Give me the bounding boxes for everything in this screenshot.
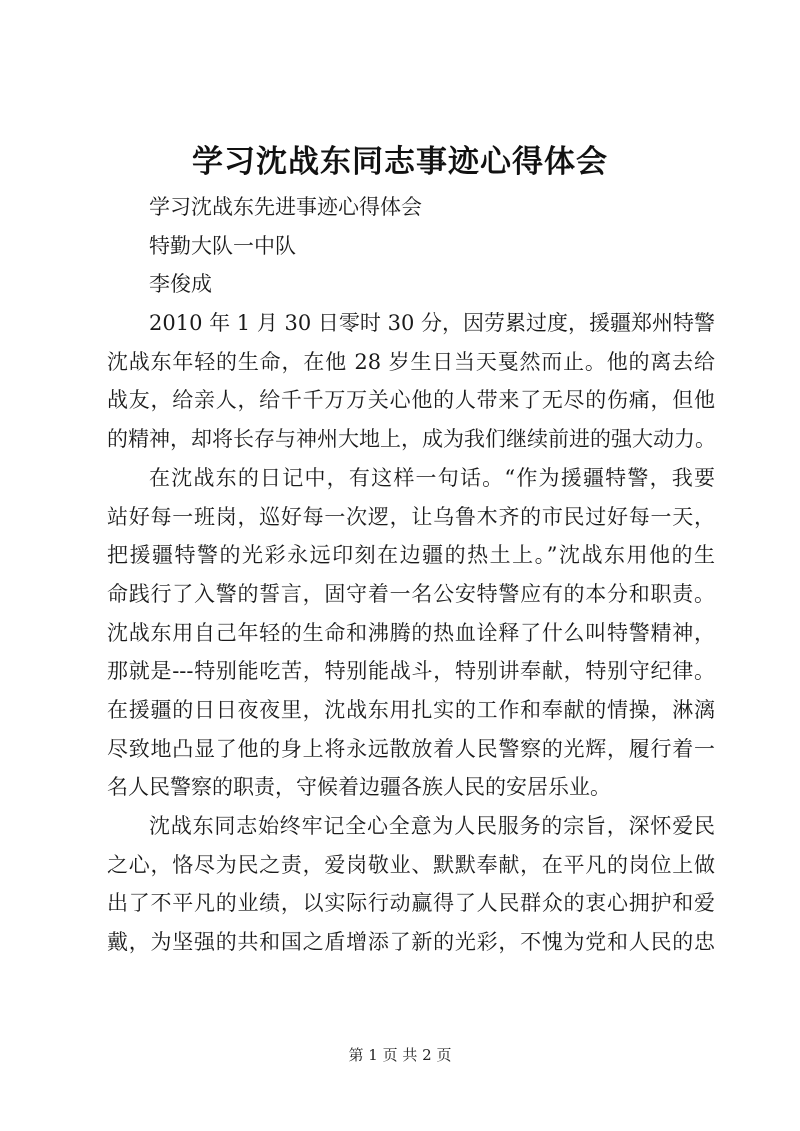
- subtitle-line: 学习沈战东先进事迹心得体会: [149, 195, 422, 219]
- paragraph-line: 沈战东用自己年轻的生命和沸腾的热血诠释了什么叫特警精神，: [107, 620, 715, 645]
- paragraph-line: 出了不平凡的业绩，以实际行动赢得了人民群众的衷心拥护和爱: [107, 891, 715, 916]
- paragraph-line: 在沈战东的日记中，有这样一句话。“作为援疆特警，我要: [149, 465, 715, 490]
- paragraph-line: 戴，为坚强的共和国之盾增添了新的光彩，不愧为党和人民的忠: [107, 930, 715, 955]
- paragraph-line: 之心，恪尽为民之责，爱岗敬业、默默奉献，在平凡的岗位上做: [107, 852, 715, 877]
- paragraph-line: 站好每一班岗，巡好每一次逻，让乌鲁木齐的市民过好每一天，: [107, 504, 715, 529]
- paragraph-line: 的精神，却将长存与神州大地上，成为我们继续前进的强大动力。: [107, 427, 716, 452]
- paragraph-line: 2010 年 1 月 30 日零时 30 分，因劳累过度，援疆郑州特警: [149, 311, 715, 336]
- paragraph-line: 沈战东同志始终牢记全心全意为人民服务的宗旨，深怀爱民: [149, 814, 715, 838]
- paragraph-line: 在援疆的日日夜夜里，沈战东用扎实的工作和奉献的情操，淋漓: [107, 697, 715, 722]
- paragraph-line: 沈战东年轻的生命，在他 28 岁生日当天戛然而止。他的离去给: [107, 349, 715, 374]
- page-title: 学习沈战东同志事迹心得体会: [192, 144, 608, 180]
- page-footer: 第 1 页 共 2 页: [348, 1046, 452, 1064]
- paragraph-line: 尽致地凸显了他的身上将永远散放着人民警察的光辉，履行着一: [107, 736, 715, 761]
- author-line: 李俊成: [149, 272, 212, 297]
- paragraph-line: 命践行了入警的誓言，固守着一名公安特警应有的本分和职责。: [107, 581, 715, 606]
- document-body: [107, 188, 715, 962]
- paragraph-line: 名人民警察的职责，守候着边疆各族人民的安居乐业。: [107, 775, 611, 800]
- paragraph-line: 战友，给亲人，给千千万万关心他的人带来了无尽的伤痛，但他: [107, 388, 715, 413]
- unit-line: 特勤大队一中队: [149, 233, 296, 258]
- paragraph-line: 那就是---特别能吃苦，特别能战斗，特别讲奉献，特别守纪律。: [107, 659, 715, 684]
- paragraph-line: 把援疆特警的光彩永远印刻在边疆的热土上。”沈战东用他的生: [107, 543, 715, 568]
